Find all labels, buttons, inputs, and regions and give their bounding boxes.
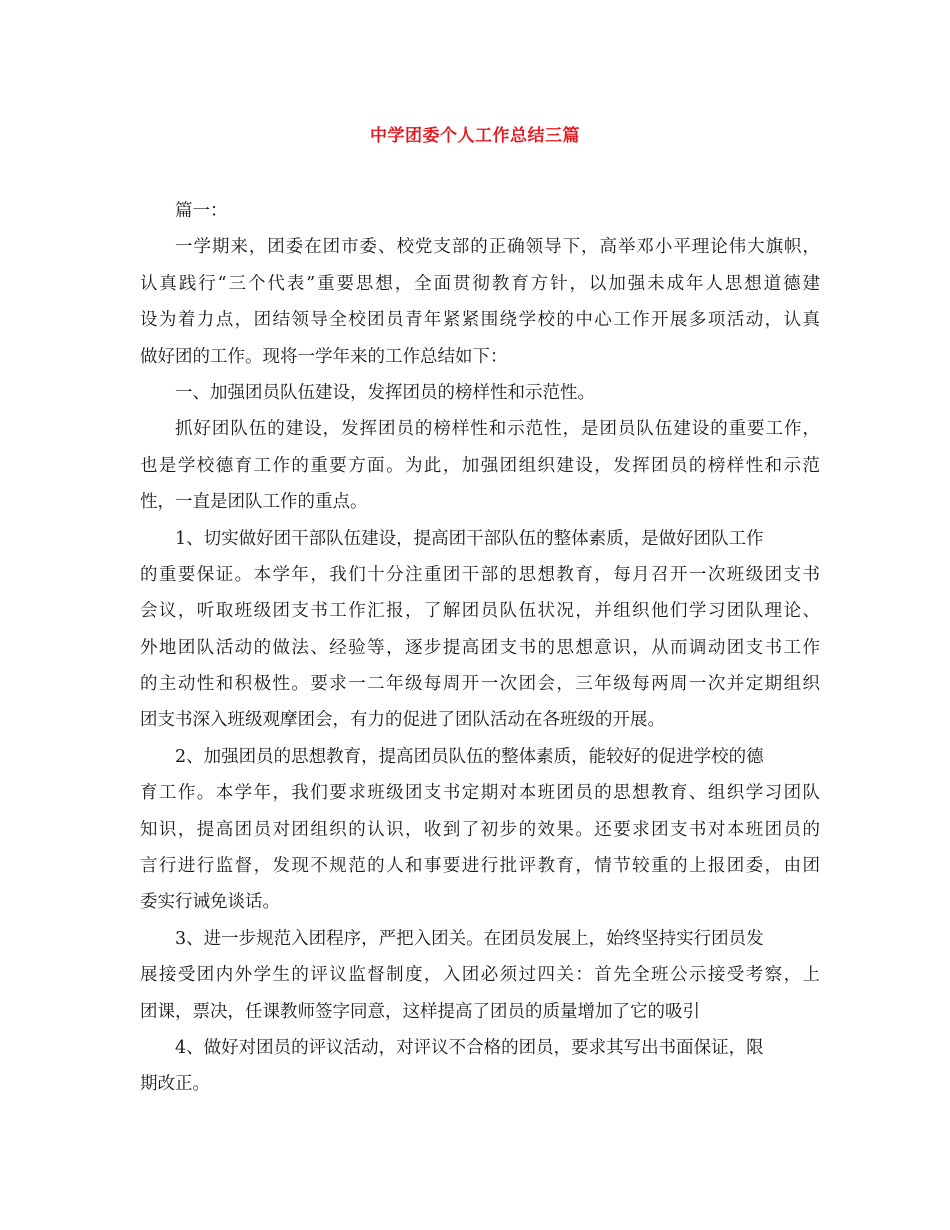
document-title: 中学团委个人工作总结三篇: [370, 126, 580, 146]
text-line: 外地团队活动的做法、经验等，逐步提高团支书的思想意识，从而调动团支书工作: [140, 637, 820, 658]
text-line: 认真践行“三个代表”重要思想，全面贯彻教育方针，以加强未成年人思想道德建: [140, 273, 820, 294]
text-line: 的主动性和积极性。要求一二年级每周开一次团会，三年级每两周一次并定期组织: [140, 674, 820, 695]
text-line: 设为着力点，团结领导全校团员青年紧紧围绕学校的中心工作开展多项活动，认真: [140, 310, 820, 331]
text-line: 也是学校德育工作的重要方面。为此，加强团组织建设，发挥团员的榜样性和示范: [140, 455, 820, 476]
document-body: [140, 193, 820, 1103]
text-line: 的重要保证。本学年，我们十分注重团干部的思想教育，每月召开一次班级团支书: [140, 564, 820, 585]
text-line: 3、进一步规范入团程序，严把入团关。在团员发展上，始终坚持实行团员发: [175, 928, 764, 949]
text-line: 知识，提高团员对团组织的认识，收到了初步的效果。还要求团支书对本班团员的: [140, 819, 820, 840]
text-line: 展接受团内外学生的评议监督制度，入团必须过四关：首先全班公示接受考察，上: [140, 965, 820, 986]
text-line: 一学期来，团委在团市委、校党支部的正确领导下，高举邓小平理论伟大旗帜，: [175, 237, 820, 258]
text-line: 4、做好对团员的评议活动，对评议不合格的团员，要求其写出书面保证，限: [175, 1037, 764, 1058]
text-line: 一、加强团员队伍建设，发挥团员的榜样性和示范性。: [175, 382, 595, 403]
text-line: 团支书深入班级观摩团会，有力的促进了团队活动在各班级的开展。: [140, 710, 665, 731]
text-line: 抓好团队伍的建设，发挥团员的榜样性和示范性，是团员队伍建设的重要工作，: [175, 419, 820, 440]
text-line: 会议，听取班级团支书工作汇报，了解团员队伍状况，并组织他们学习团队理论、: [140, 601, 820, 622]
text-line: 性，一直是团队工作的重点。: [140, 492, 368, 513]
text-line: 篇一：: [175, 201, 228, 221]
text-line: 言行进行监督，发现不规范的人和事要进行批评教育，情节较重的上报团委，由团: [140, 856, 820, 877]
text-line: 期改正。: [140, 1074, 210, 1095]
text-line: 育工作。本学年，我们要求班级团支书定期对本班团员的思想教育、组织学习团队: [140, 783, 820, 804]
text-line: 1、切实做好团干部队伍建设，提高团干部队伍的整体素质，是做好团队工作: [175, 528, 764, 549]
text-line: 委实行诫免谈话。: [140, 892, 280, 913]
text-line: 2、加强团员的思想教育，提高团员队伍的整体素质，能较好的促进学校的德: [175, 746, 764, 767]
text-line: 团课，票决，任课教师签字同意，这样提高了团员的质量增加了它的吸引: [140, 1001, 700, 1022]
text-line: 做好团的工作。现将一学年来的工作总结如下：: [140, 346, 508, 367]
